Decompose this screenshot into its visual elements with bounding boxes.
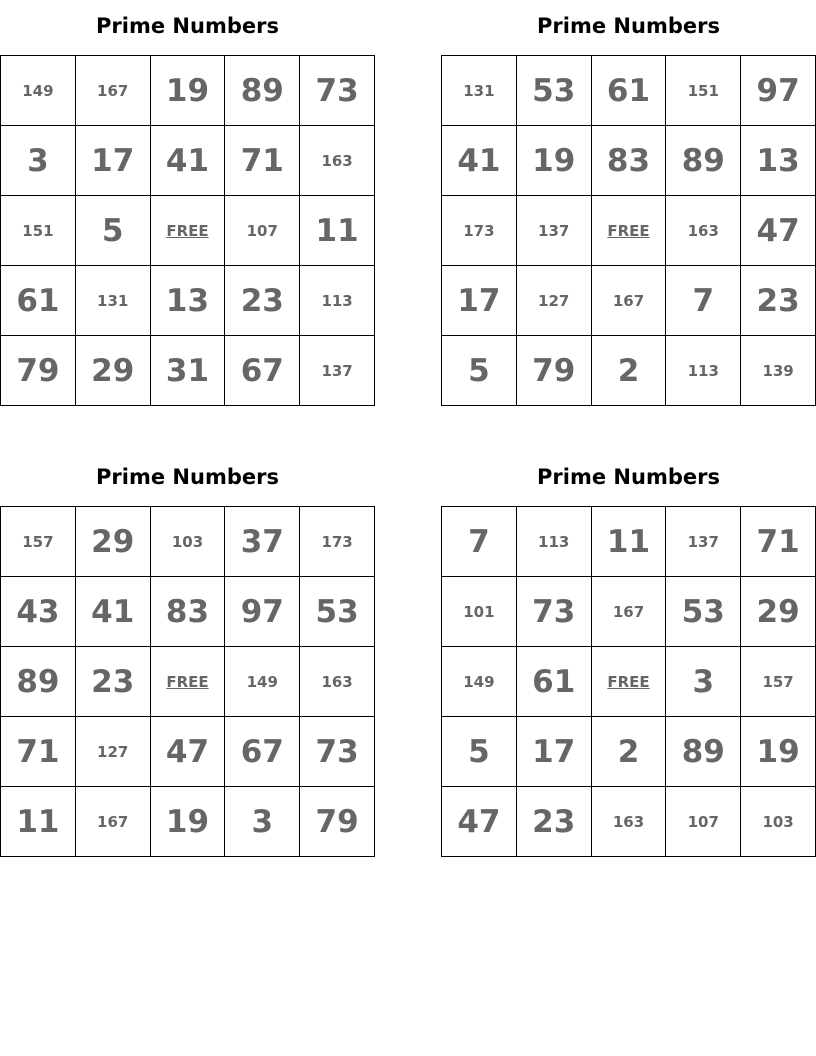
number-cell: 47 (442, 787, 517, 857)
number-cell: 137 (516, 196, 591, 266)
number-cell: 47 (150, 717, 225, 787)
number-cell: 107 (666, 787, 741, 857)
number-cell: 167 (75, 787, 150, 857)
number-cell: 131 (75, 266, 150, 336)
grid-row (1, 336, 375, 406)
number-cell: 17 (75, 126, 150, 196)
number-cell: 47 (741, 196, 816, 266)
number-cell: 137 (666, 507, 741, 577)
number-cell: 2 (591, 336, 666, 406)
number-cell: 89 (225, 56, 300, 126)
number-cell: 157 (1, 507, 76, 577)
number-cell: 137 (300, 336, 375, 406)
grid-row (442, 336, 816, 406)
number-cell: 19 (150, 56, 225, 126)
bingo-card-3 (0, 451, 375, 857)
grid-row (1, 126, 375, 196)
grid-row (1, 266, 375, 336)
number-cell: 149 (225, 647, 300, 717)
number-cell: 43 (1, 577, 76, 647)
number-cell: 3 (1, 126, 76, 196)
number-cell: 2 (591, 717, 666, 787)
number-cell: 89 (666, 717, 741, 787)
number-cell: 61 (516, 647, 591, 717)
number-cell: 173 (300, 507, 375, 577)
number-cell: 83 (150, 577, 225, 647)
number-cell: 139 (741, 336, 816, 406)
number-cell: 149 (1, 56, 76, 126)
number-cell: 67 (225, 336, 300, 406)
number-cell: 23 (225, 266, 300, 336)
grid-row (442, 196, 816, 266)
number-cell: 17 (442, 266, 517, 336)
number-cell: 163 (300, 647, 375, 717)
number-cell: 29 (75, 336, 150, 406)
number-cell: 131 (442, 56, 517, 126)
number-cell: 5 (75, 196, 150, 266)
number-cell: 3 (225, 787, 300, 857)
bingo-grid (0, 506, 375, 857)
number-cell: 103 (741, 787, 816, 857)
number-cell: 17 (516, 717, 591, 787)
number-cell: 167 (591, 577, 666, 647)
bingo-card-1 (0, 0, 375, 406)
free-space: FREE (150, 647, 225, 717)
number-cell: 113 (666, 336, 741, 406)
number-cell: 31 (150, 336, 225, 406)
number-cell: 71 (741, 507, 816, 577)
number-cell: 13 (741, 126, 816, 196)
number-cell: 23 (516, 787, 591, 857)
grid-row (1, 647, 375, 717)
number-cell: 53 (666, 577, 741, 647)
grid-row (1, 507, 375, 577)
card-title: Prime Numbers (96, 465, 279, 489)
grid-row (442, 647, 816, 717)
number-cell: 101 (442, 577, 517, 647)
number-cell: 61 (1, 266, 76, 336)
number-cell: 163 (666, 196, 741, 266)
grid-row (442, 787, 816, 857)
card-title: Prime Numbers (537, 14, 720, 38)
number-cell: 103 (150, 507, 225, 577)
number-cell: 167 (75, 56, 150, 126)
number-cell: 41 (150, 126, 225, 196)
bingo-grid (441, 55, 816, 406)
free-space: FREE (591, 647, 666, 717)
number-cell: 163 (591, 787, 666, 857)
number-cell: 29 (741, 577, 816, 647)
grid-row (442, 266, 816, 336)
number-cell: 61 (591, 56, 666, 126)
number-cell: 79 (300, 787, 375, 857)
number-cell: 151 (1, 196, 76, 266)
number-cell: 41 (442, 126, 517, 196)
number-cell: 157 (741, 647, 816, 717)
number-cell: 11 (591, 507, 666, 577)
number-cell: 5 (442, 336, 517, 406)
number-cell: 89 (1, 647, 76, 717)
number-cell: 73 (300, 717, 375, 787)
number-cell: 41 (75, 577, 150, 647)
number-cell: 97 (741, 56, 816, 126)
free-space: FREE (150, 196, 225, 266)
bingo-card-4 (441, 451, 816, 857)
bingo-card-2 (441, 0, 816, 406)
number-cell: 79 (1, 336, 76, 406)
grid-row (1, 717, 375, 787)
grid-row (1, 56, 375, 126)
bingo-grid (441, 506, 816, 857)
card-title: Prime Numbers (96, 14, 279, 38)
number-cell: 71 (1, 717, 76, 787)
number-cell: 73 (516, 577, 591, 647)
number-cell: 149 (442, 647, 517, 717)
grid-row (442, 56, 816, 126)
free-space: FREE (591, 196, 666, 266)
number-cell: 23 (741, 266, 816, 336)
number-cell: 67 (225, 717, 300, 787)
number-cell: 11 (1, 787, 76, 857)
number-cell: 167 (591, 266, 666, 336)
number-cell: 19 (741, 717, 816, 787)
number-cell: 71 (225, 126, 300, 196)
number-cell: 83 (591, 126, 666, 196)
number-cell: 11 (300, 196, 375, 266)
grid-row (442, 126, 816, 196)
grid-row (442, 577, 816, 647)
number-cell: 19 (150, 787, 225, 857)
number-cell: 37 (225, 507, 300, 577)
bingo-grid (0, 55, 375, 406)
number-cell: 97 (225, 577, 300, 647)
number-cell: 113 (300, 266, 375, 336)
number-cell: 13 (150, 266, 225, 336)
number-cell: 127 (75, 717, 150, 787)
number-cell: 173 (442, 196, 517, 266)
number-cell: 163 (300, 126, 375, 196)
number-cell: 89 (666, 126, 741, 196)
grid-row (442, 507, 816, 577)
number-cell: 73 (300, 56, 375, 126)
card-title: Prime Numbers (537, 465, 720, 489)
number-cell: 113 (516, 507, 591, 577)
grid-row (442, 717, 816, 787)
number-cell: 19 (516, 126, 591, 196)
number-cell: 151 (666, 56, 741, 126)
number-cell: 53 (300, 577, 375, 647)
number-cell: 5 (442, 717, 517, 787)
number-cell: 53 (516, 56, 591, 126)
grid-row (1, 787, 375, 857)
number-cell: 79 (516, 336, 591, 406)
number-cell: 3 (666, 647, 741, 717)
grid-row (1, 196, 375, 266)
grid-row (1, 577, 375, 647)
number-cell: 127 (516, 266, 591, 336)
number-cell: 23 (75, 647, 150, 717)
number-cell: 7 (666, 266, 741, 336)
number-cell: 29 (75, 507, 150, 577)
number-cell: 7 (442, 507, 517, 577)
number-cell: 107 (225, 196, 300, 266)
